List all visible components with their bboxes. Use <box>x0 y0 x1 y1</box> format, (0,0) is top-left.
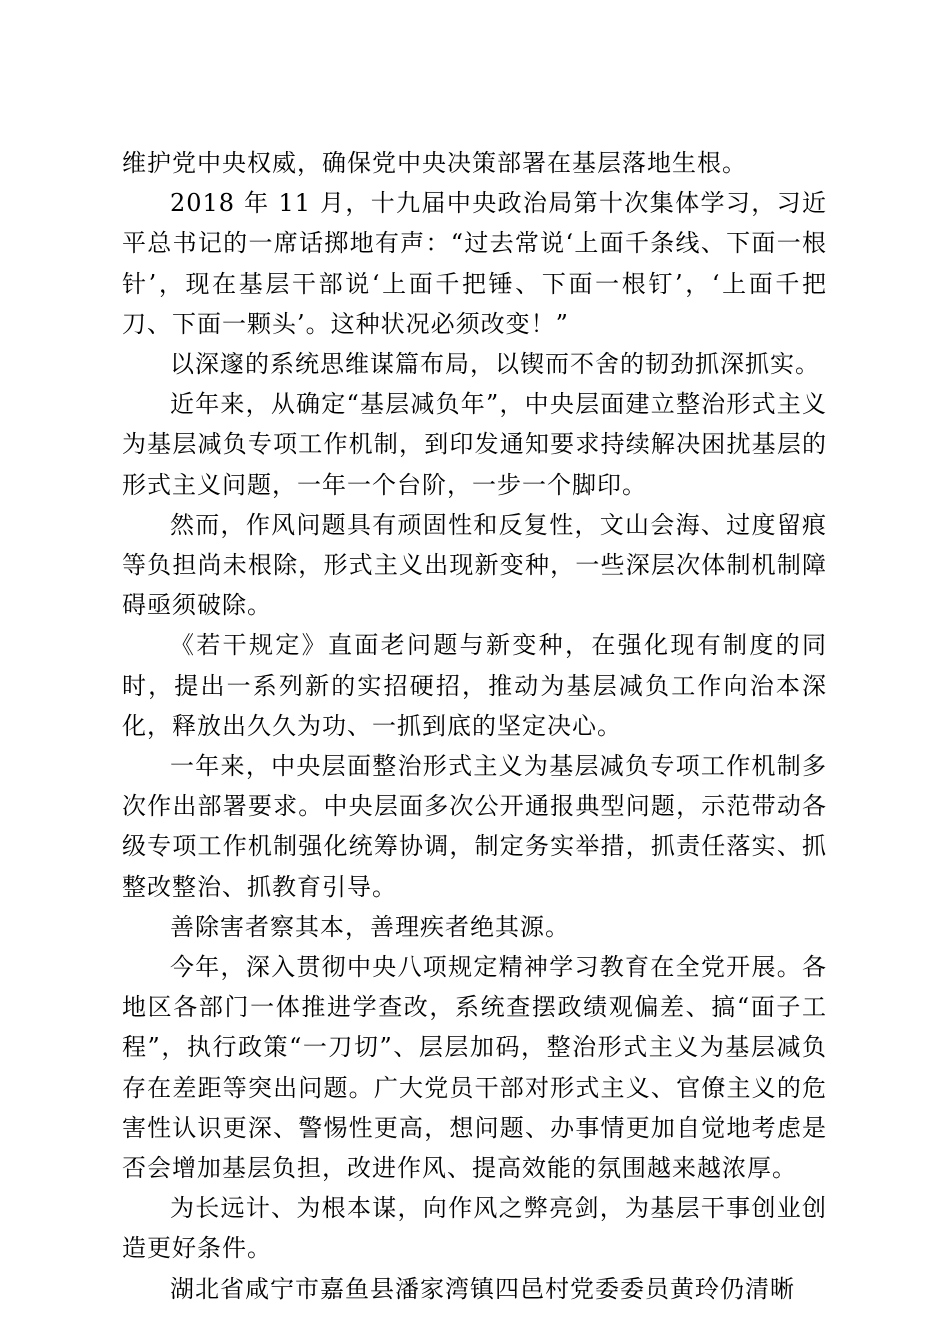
paragraph: 2018 年 11 月，十九届中央政治局第十次集体学习，习近平总书记的一席话掷地有声：“过去常说‘上面千条线、下面一根针’，现在基层干部说‘上面千把锤、下面一根钉’，‘上面千把刀、下面一颗头’。这种状况必须改变！” <box>122 189 827 338</box>
paragraph: 以深邃的系统思维谋篇布局，以锲而不舍的韧劲抓深抓实。 <box>170 350 820 379</box>
paragraph: 《若干规定》直面老问题与新变种，在强化现有制度的同时，提出一系列新的实招硬招，推动为基层减负工作向治本深化，释放出久久为功、一抓到底的坚定决心。 <box>122 631 827 740</box>
document-body <box>122 143 827 1309</box>
paragraph: 为长远计、为根本谋，向作风之弊亮剑，为基层干事创业创造更好条件。 <box>122 1194 827 1263</box>
paragraph: 一年来，中央层面整治形式主义为基层减负专项工作机制多次作出部署要求。中央层面多次公开通报典型问题，示范带动各级专项工作机制强化统筹协调，制定务实举措，抓责任落实、抓整改整治、抓教育引导。 <box>122 752 827 901</box>
paragraph-continuation: 维护党中央权威，确保党中央决策部署在基层落地生根。 <box>122 149 747 177</box>
paragraph: 今年，深入贯彻中央八项规定精神学习教育在全党开展。各地区各部门一体推进学查改，系统查摆政绩观偏差、搞“面子工程”，执行政策“一刀切”、层层加码，整治形式主义为基层减负存在差距等突出问题。广大党员干部对形式主义、官僚主义的危害性认识更深、警惕性更高，想问题、办事情更加自觉地考虑是否会增加基层负担，改进作风、提高效能的氛围越来越浓厚。 <box>122 953 827 1183</box>
paragraph: 然而，作风问题具有顽固性和反复性，文山会海、过度留痕等负担尚未根除，形式主义出现新变种，一些深层次体制机制障碍亟须破除。 <box>122 510 827 620</box>
paragraph: 湖北省咸宁市嘉鱼县潘家湾镇四邑村党委委员黄玲仍清晰 <box>170 1274 795 1303</box>
paragraph: 善除害者察其本，善理疾者绝其源。 <box>170 912 570 941</box>
paragraph: 近年来，从确定“基层减负年”，中央层面建立整治形式主义为基层减负专项工作机制，到印发通知要求持续解决困扰基层的形式主义问题，一年一个台阶，一步一个脚印。 <box>122 390 827 499</box>
